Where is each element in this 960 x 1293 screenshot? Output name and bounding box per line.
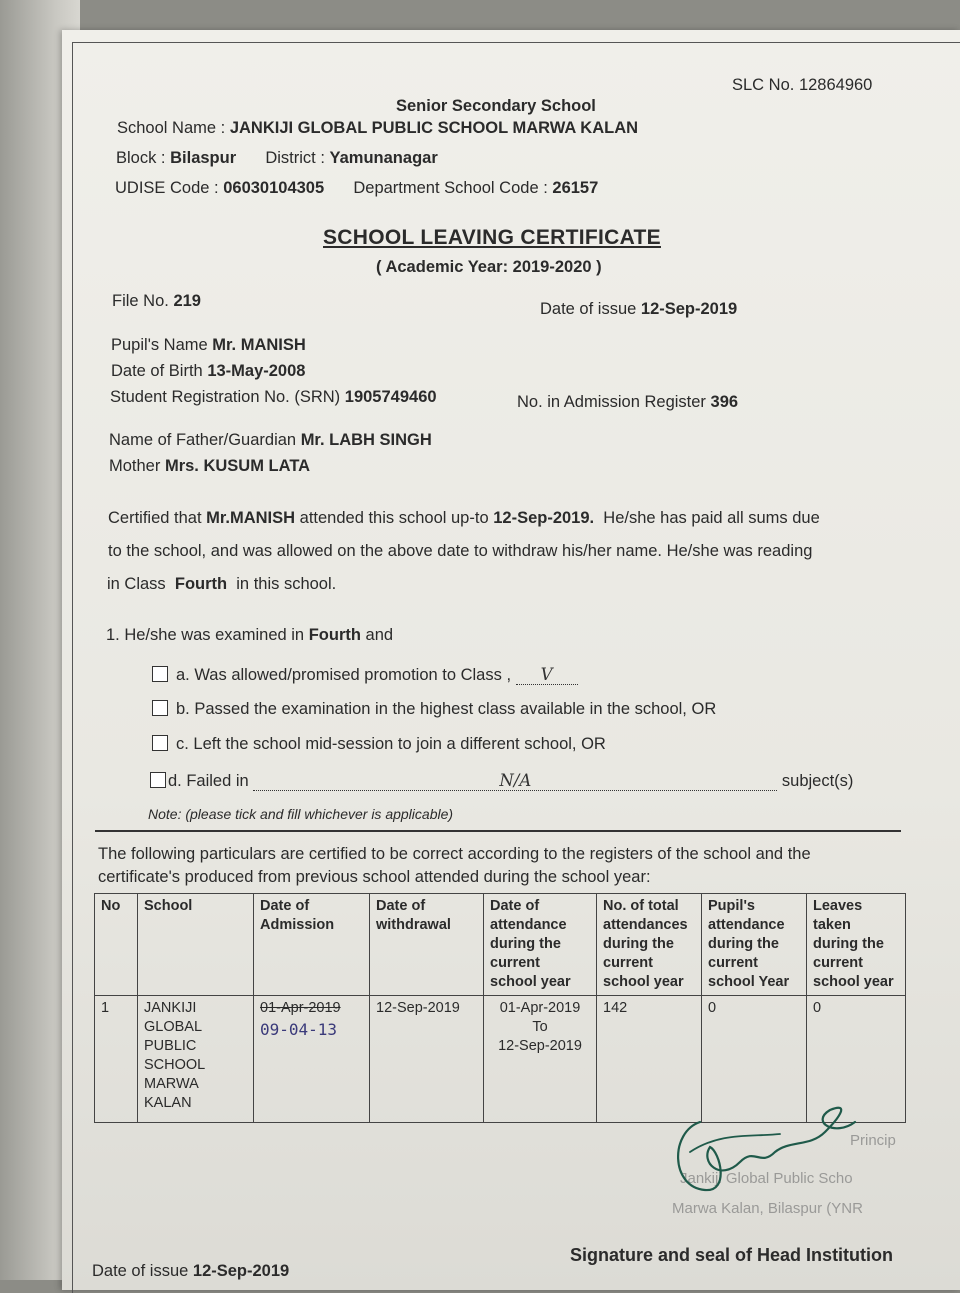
- table-header-row: [95, 894, 906, 996]
- certificate-title: SCHOOL LEAVING CERTIFICATE: [323, 226, 661, 249]
- mother-name: Mother Mrs. KUSUM LATA: [109, 457, 311, 475]
- note: Note: (please tick and fill whichever is applicable): [148, 806, 454, 822]
- block-district-line: Block : Bilaspur District : Yamunanagar: [116, 149, 438, 167]
- cell-attendance-dates: 01-Apr-2019 To 12-Sep-2019: [484, 996, 597, 1123]
- issue-date-top: Date of issue 12-Sep-2019: [540, 300, 738, 318]
- option-c-checkbox[interactable]: [152, 735, 168, 751]
- admission-handwritten: 09-04-13: [260, 1020, 338, 1039]
- col-pupil-attendance: Pupil's attendance during the current school Year: [702, 894, 807, 996]
- particulars-intro-2: certificate's produced from previous school attended during the school year:: [98, 868, 651, 886]
- col-leaves: Leaves taken during the current school year: [807, 894, 906, 996]
- option-d-checkbox[interactable]: [150, 772, 166, 788]
- option-b-checkbox[interactable]: [152, 700, 168, 716]
- option-b: b. Passed the examination in the highest class available in the school, OR: [152, 700, 716, 719]
- udise-line: UDISE Code : 06030104305 Department School Code : 26157: [115, 179, 599, 197]
- col-withdrawal: Date of withdrawal: [370, 894, 484, 996]
- srn-line: Student Registration No. (SRN) 1905749460: [110, 388, 437, 406]
- col-school: School: [138, 894, 254, 996]
- cell-total-attendances: 142: [597, 996, 702, 1123]
- seal-line-2: Jankiji Global Public Scho: [680, 1170, 853, 1187]
- cell-no: 1: [95, 996, 138, 1123]
- school-name-line: School Name : JANKIJI GLOBAL PUBLIC SCHOOL MARWA KALAN: [117, 119, 639, 137]
- col-admission: Date of Admission: [254, 894, 370, 996]
- statement-line-2: to the school, and was allowed on the above date to withdraw his/her name. He/she was reading: [108, 542, 813, 560]
- admission-register: No. in Admission Register 396: [517, 393, 739, 411]
- col-no: No: [95, 894, 138, 996]
- statement-line-3: in Class Fourth in this school.: [107, 575, 337, 593]
- option-c: c. Left the school mid-session to join a different school, OR: [152, 735, 606, 754]
- admission-printed: 01-Apr-2019: [260, 1000, 341, 1016]
- cell-school: JANKIJI GLOBAL PUBLIC SCHOOL MARWA KALAN: [138, 996, 254, 1123]
- slc-number: SLC No. 12864960: [732, 76, 873, 94]
- cell-pupil-attendance: 0: [702, 996, 807, 1123]
- particulars-intro-1: The following particulars are certified to be correct according to the registers of the school and the: [98, 845, 811, 863]
- signature-label: Signature and seal of Head Institution: [570, 1245, 894, 1265]
- cell-leaves: 0: [807, 996, 906, 1123]
- col-total-attendances: No. of total attendances during the current school year: [597, 894, 702, 996]
- head-signature: [660, 1092, 880, 1202]
- seal-line-3: Marwa Kalan, Bilaspur (YNR: [672, 1200, 863, 1217]
- academic-year: ( Academic Year: 2019-2020 ): [376, 258, 602, 276]
- seal-line-1: Princip: [850, 1132, 896, 1149]
- option-a: a. Was allowed/promised promotion to Class , V: [152, 665, 578, 685]
- col-attendance-dates: Date of attendance during the current school year: [484, 894, 597, 996]
- option-a-checkbox[interactable]: [152, 666, 168, 682]
- father-name: Name of Father/Guardian Mr. LABH SINGH: [109, 431, 432, 449]
- cell-admission: [254, 996, 370, 1123]
- promotion-class-fill: V: [516, 665, 578, 685]
- cell-withdrawal: 12-Sep-2019: [370, 996, 484, 1123]
- option-d: d. Failed in N/A subject(s): [150, 771, 853, 791]
- footer-issue-date: Date of issue 12-Sep-2019: [92, 1262, 290, 1280]
- file-number: File No. 219: [112, 292, 201, 310]
- section-divider: [95, 830, 901, 832]
- statement-line-1: Certified that Mr.MANISH attended this school up-to 12-Sep-2019. He/she has paid all sums due: [108, 509, 820, 527]
- date-of-birth: Date of Birth 13-May-2008: [111, 362, 306, 380]
- attendance-table: [94, 893, 906, 1123]
- failed-subjects-fill: N/A: [253, 771, 777, 791]
- school-type: Senior Secondary School: [396, 97, 596, 115]
- pupil-name: Pupil's Name Mr. MANISH: [111, 336, 306, 354]
- examined-line: 1. He/she was examined in Fourth and: [106, 626, 394, 644]
